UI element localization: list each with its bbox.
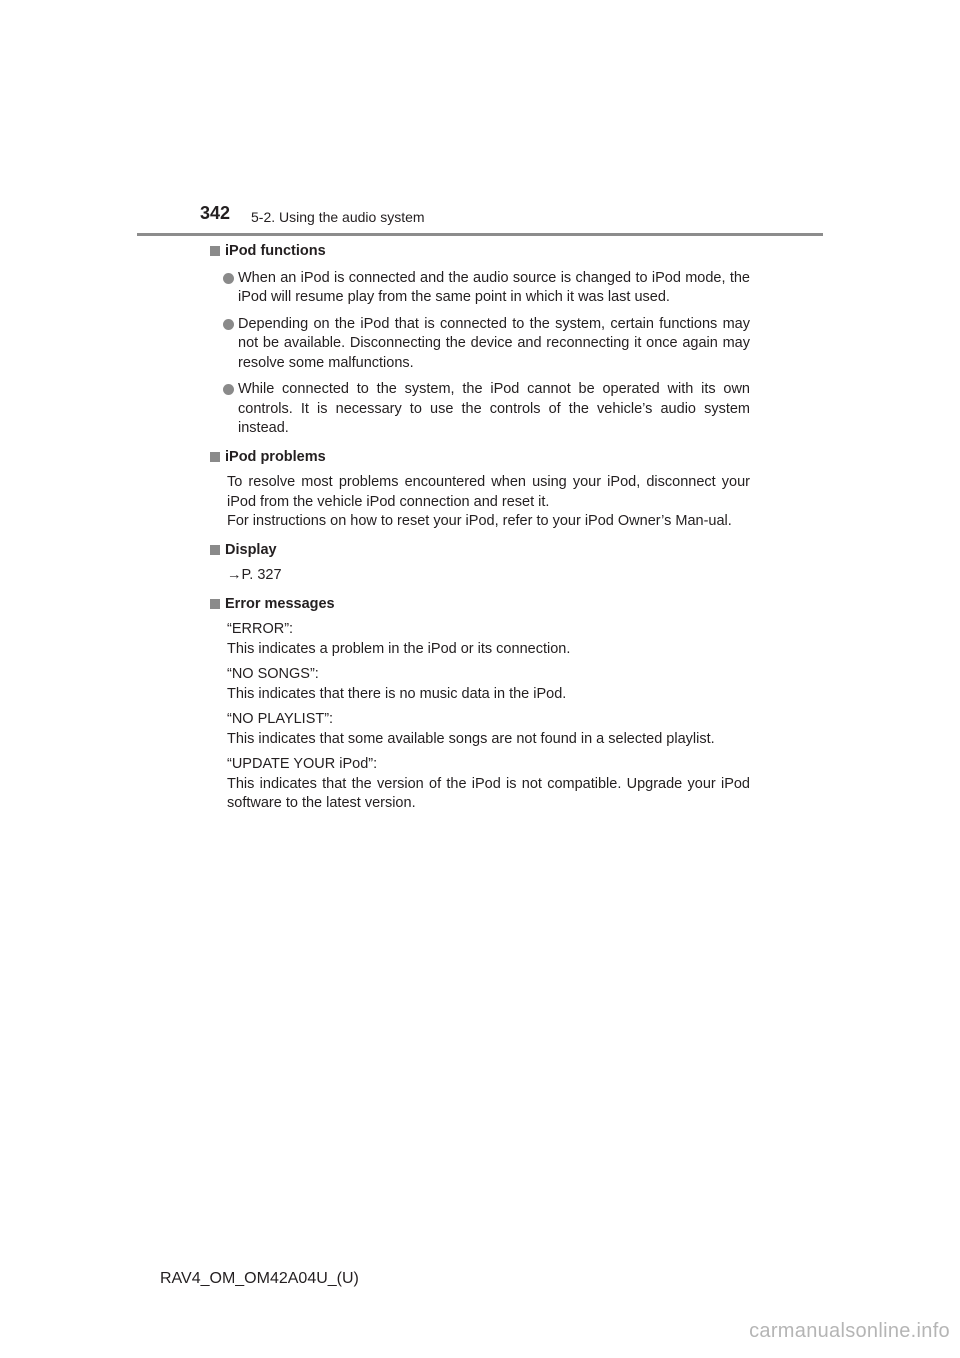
square-bullet-icon [210,246,220,256]
heading-text: Display [225,541,277,558]
error-code: “ERROR”: [227,621,294,637]
square-bullet-icon [210,452,220,462]
header-divider [137,233,823,236]
circle-bullet-icon [223,384,234,395]
error-message-item [210,620,750,659]
section-title: 5-2. Using the audio system [251,209,425,225]
heading-ipod-problems [210,448,750,468]
list-item-text: While connected to the system, the iPod cannot be operated with its own controls. It is necessary to use the controls of the vehicle’s audio system instead. [238,381,750,436]
heading-text: iPod functions [225,243,326,259]
error-description: This indicates that the version of the iPod is not compatible. Upgrade your iPod software to the latest version. [227,775,750,811]
heading-error-messages [210,595,750,615]
watermark-link[interactable]: carmanualsonline.info [749,1320,950,1342]
paragraph: For instructions on how to reset your iPod, refer to your iPod Owner’s Man-ual. [227,513,732,529]
error-code: “NO PLAYLIST”: [227,711,334,727]
document-code: RAV4_OM_OM42A04U_(U) [160,1270,359,1287]
page-reference-link[interactable]: →P. 327 [227,567,282,583]
list-item [210,380,750,439]
error-description: This indicates that some available songs are not found in a selected playlist. [227,730,715,747]
heading-display [210,541,750,561]
error-description: This indicates a problem in the iPod or its connection. [227,640,571,657]
square-bullet-icon [210,599,220,609]
circle-bullet-icon [223,273,234,284]
error-message-item [210,710,750,749]
error-description: This indicates that there is no music data in the iPod. [227,685,567,702]
paragraph: To resolve most problems encountered when using your iPod, disconnect your iPod from the vehicle iPod connection and reset it. [227,474,750,510]
heading-text: iPod problems [225,448,326,465]
heading-ipod-functions [210,242,750,262]
list-item-text: When an iPod is connected and the audio source is changed to iPod mode, the iPod will resume play from the same point in which it was last used. [238,269,750,305]
error-message-item [210,755,750,814]
circle-bullet-icon [223,319,234,330]
square-bullet-icon [210,545,220,555]
list-item [210,315,750,374]
list-item-text: Depending on the iPod that is connected to the system, certain functions may not be available. Disconnecting the device and reconnecting it once again may resolve some malfunctions. [238,315,750,371]
heading-text: Error messages [225,595,335,612]
page-number: 342 [200,203,231,223]
error-message-item [210,665,750,704]
error-code: “UPDATE YOUR iPod”: [227,756,378,772]
list-item [210,269,750,308]
error-code: “NO SONGS”: [227,666,319,682]
page-content [210,242,750,814]
